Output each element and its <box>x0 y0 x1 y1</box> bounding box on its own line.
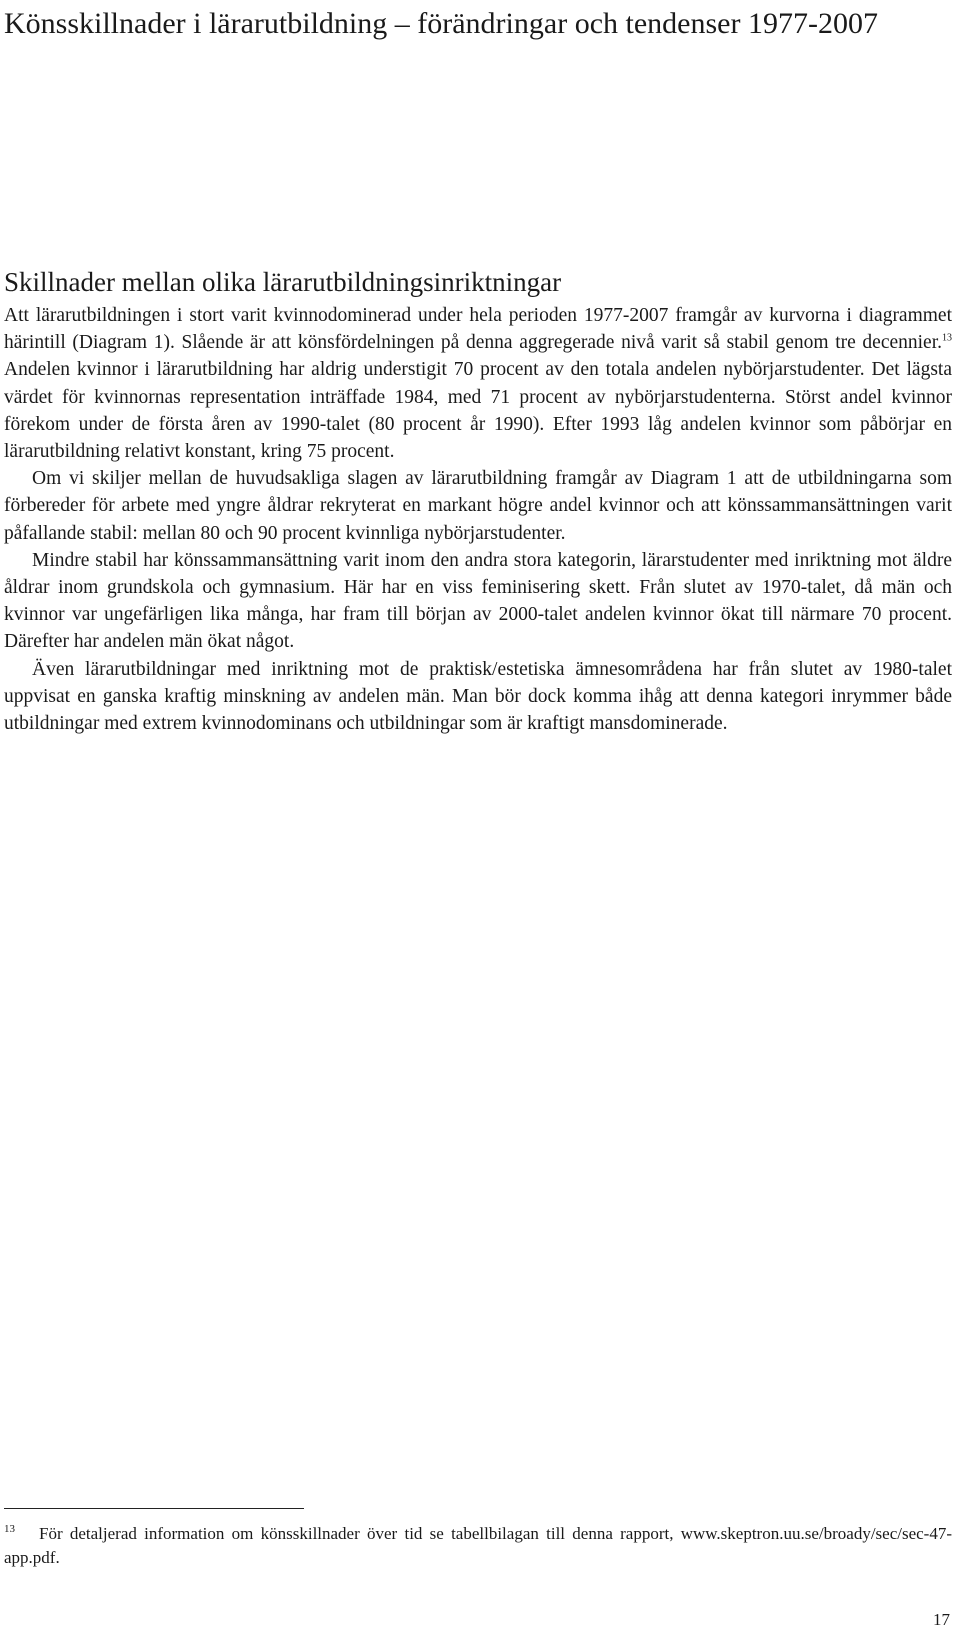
page-title: Könsskillnader i lärarutbildning – förändringar och tendenser 1977-2007 <box>4 7 878 40</box>
section-heading: Skillnader mellan olika lärarutbildningsinriktningar <box>4 267 562 297</box>
paragraph-1 <box>4 302 952 465</box>
page-number: 17 <box>933 1610 950 1629</box>
paragraph-1-part-2: Andelen kvinnor i lärarutbildning har aldrig understigit 70 procent av den totala andelen nybörjarstudenter. Det lägsta värdet för kvinnornas representation inträffade 1984, med 71 procent av nybörjarstudenterna. Störst andel kvinnor förekom under de första åren av 1990-talet (80 procent år 1990). Efter 1993 låg andelen kvinnor som påbörjar en lärarutbildning relativt konstant, kring 75 procent. <box>4 359 952 463</box>
footnote-divider <box>4 1508 304 1509</box>
footnote-text: För detaljerad information om könsskillnader över tid se tabellbilagan till denna rapport, www.skeptron.uu.se/broady/sec/sec-47-app.pdf. <box>4 1524 952 1567</box>
paragraph-3: Mindre stabil har könssammansättning varit inom den andra stora kategorin, lärarstudenter med inriktning mot äldre åldrar inom grundskola och gymnasium. Här har en viss feminisering skett. Från slutet av 1970-talet, då män och kvinnor var ungefärligen lika många, har fram till början av 2000-talet andelen kvinnor ökat till närmare 70 procent. Därefter har andelen män ökat något. <box>4 549 952 653</box>
footnote-reference[interactable]: 13 <box>942 332 952 344</box>
paragraph-1-part-1: Att lärarutbildningen i stort varit kvinnodominerad under hela perioden 1977-2007 framgår av kurvorna i diagrammet härintill (Diagram 1). Slående är att könsfördelningen på denna aggregerade nivå varit så stabil genom tre decennier. <box>4 305 952 354</box>
body-text <box>4 302 952 737</box>
paragraph-2: Om vi skiljer mellan de huvudsakliga slagen av lärarutbildning framgår av Diagram 1 att de utbildningarna som förbereder för arbete med yngre åldrar rekryterat en markant högre andel kvinnor och att könssammansättningen varit påfallande stabil: mellan 80 och 90 procent kvinnliga nybörjarstudenter. <box>4 468 952 544</box>
footnote-number: 13 <box>4 1523 15 1536</box>
footnote <box>4 1522 952 1570</box>
paragraph-4: Även lärarutbildningar med inriktning mot de praktisk/estetiska ämnesområdena har från slutet av 1980-talet uppvisat en ganska kraftig minskning av andelen män. Man bör dock komma ihåg att denna kategori inrymmer både utbildningar med extrem kvinnodominans och utbildningar som är kraftigt mansdominerade. <box>4 658 952 735</box>
